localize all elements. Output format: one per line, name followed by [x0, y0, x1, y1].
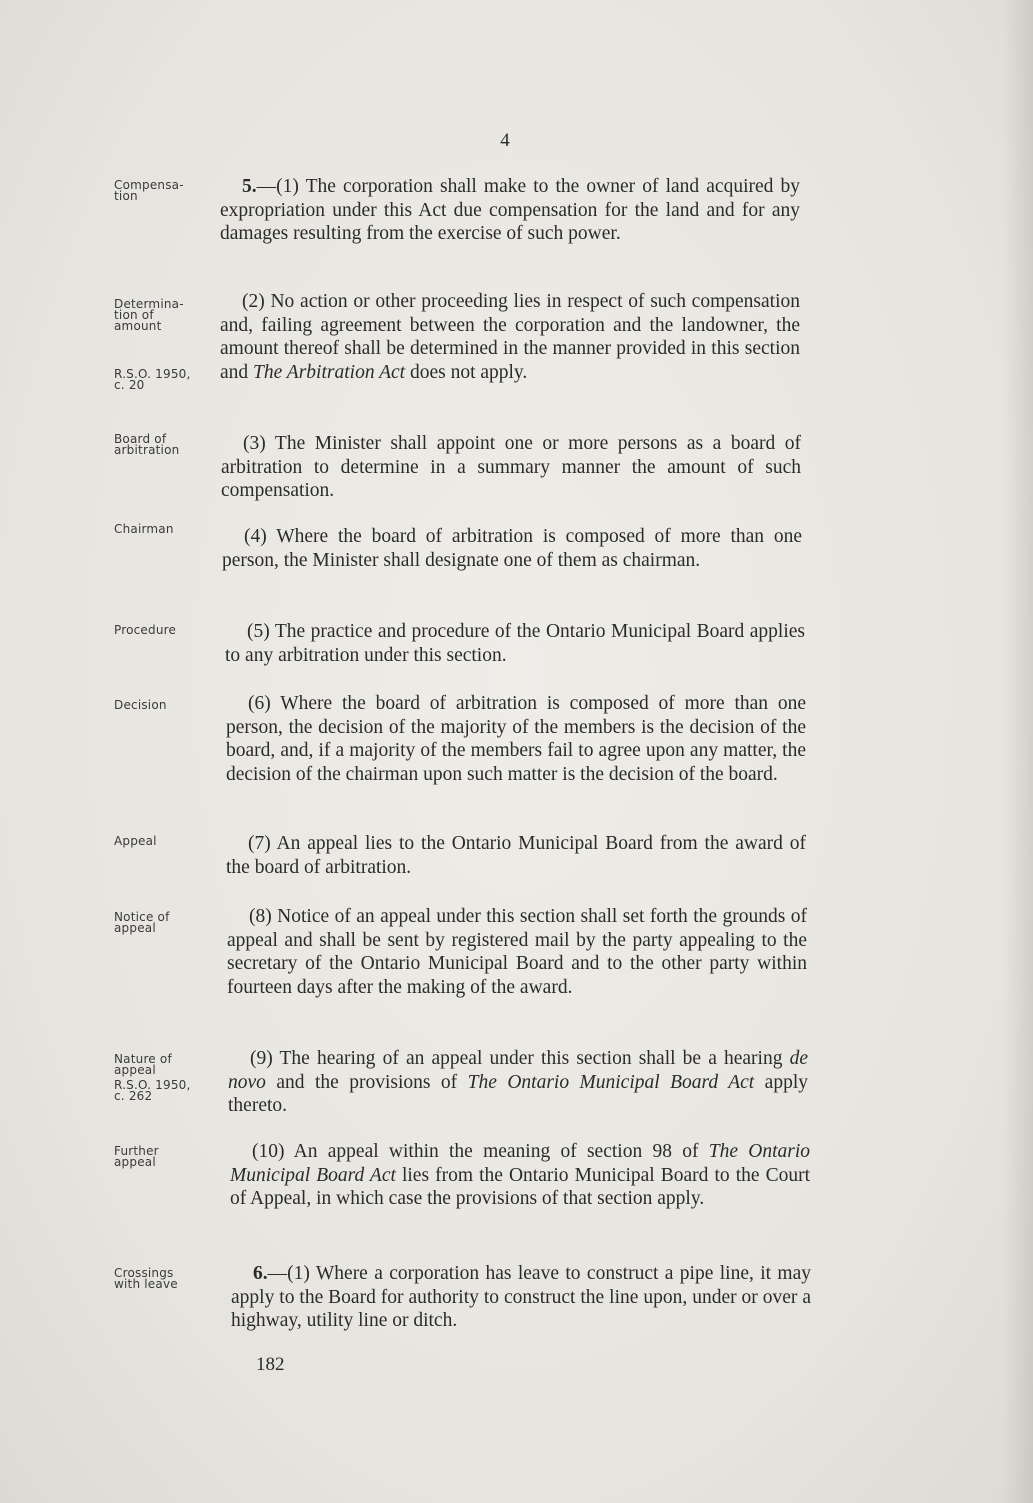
paragraph-5-1: 5.—(1) The corporation shall make to the owner of land acquired by expropriation under this Act due compensation for the land and for any damages resulting from the exercise of such power.	[220, 176, 800, 244]
margin-note-appeal: Appeal	[114, 834, 157, 848]
margin-note-chairman: Chairman	[114, 522, 174, 536]
paragraph-5-10: (10) An appeal within the meaning of section 98 of The Ontario Municipal Board Act lies from the Ontario Municipal Board to the Court of Appeal, in which case the provisions of that section apply.	[230, 1141, 810, 1209]
margin-note-decision: Decision	[114, 698, 167, 712]
paragraph-5-2: (2) No action or other proceeding lies in respect of such compensation and, failing agreement between the corporation and the landowner, the amount thereof shall be determined in the manner provided in this section and The Arbitration Act does not apply.	[220, 291, 800, 383]
margin-note-notice-of-appeal: Notice of appeal	[114, 910, 170, 935]
section-number-5: 5.	[242, 176, 257, 197]
margin-note-rso-1950-c262: R.S.O. 1950, c. 262	[114, 1078, 191, 1103]
paragraph-6-1: 6.—(1) Where a corporation has leave to construct a pipe line, it may apply to the Board for authority to construct the line upon, under or over a highway, utility line or ditch.	[231, 1263, 811, 1331]
page-number-header: 4	[500, 130, 510, 151]
paragraph-5-4: (4) Where the board of arbitration is composed of more than one person, the Minister shall designate one of them as chairman.	[222, 526, 802, 571]
margin-note-crossings-with-leave: Crossings with leave	[114, 1266, 178, 1291]
margin-note-further-appeal: Further appeal	[114, 1144, 159, 1169]
page-edge-shadow	[1003, 0, 1033, 1503]
paragraph-5-8: (8) Notice of an appeal under this section shall set forth the grounds of appeal and shall be sent by registered mail by the party appealing to the secretary of the Ontario Municipal Board and to the other party within fourteen days after the making of the award.	[227, 906, 807, 998]
paragraph-5-3: (3) The Minister shall appoint one or more persons as a board of arbitration to determine in a summary manner the amount of such compensation.	[221, 433, 801, 501]
section-number-6: 6.	[253, 1263, 268, 1284]
paragraph-5-7: (7) An appeal lies to the Ontario Municipal Board from the award of the board of arbitration.	[226, 833, 806, 878]
margin-note-nature-of-appeal: Nature of appeal	[114, 1052, 172, 1077]
paragraph-5-5: (5) The practice and procedure of the Ontario Municipal Board applies to any arbitration under this section.	[225, 621, 805, 666]
margin-note-board-of-arbitration: Board of arbitration	[114, 432, 180, 457]
margin-note-rso-1950-c20: R.S.O. 1950, c. 20	[114, 367, 191, 392]
margin-note-compensation: Compensa- tion	[114, 178, 184, 203]
page-number-footer: 182	[256, 1354, 285, 1375]
paragraph-5-9: (9) The hearing of an appeal under this section shall be a hearing de novo and the provisions of The Ontario Municipal Board Act apply thereto.	[228, 1048, 809, 1116]
paragraph-5-6: (6) Where the board of arbitration is composed of more than one person, the decision of the majority of the members is the decision of the board, and, if a majority of the members fail to agree upon any matter, the decision of the chairman upon such matter is the decision of the board.	[226, 693, 806, 785]
margin-note-procedure: Procedure	[114, 623, 177, 637]
margin-note-determination: Determina- tion of amount	[114, 297, 184, 333]
